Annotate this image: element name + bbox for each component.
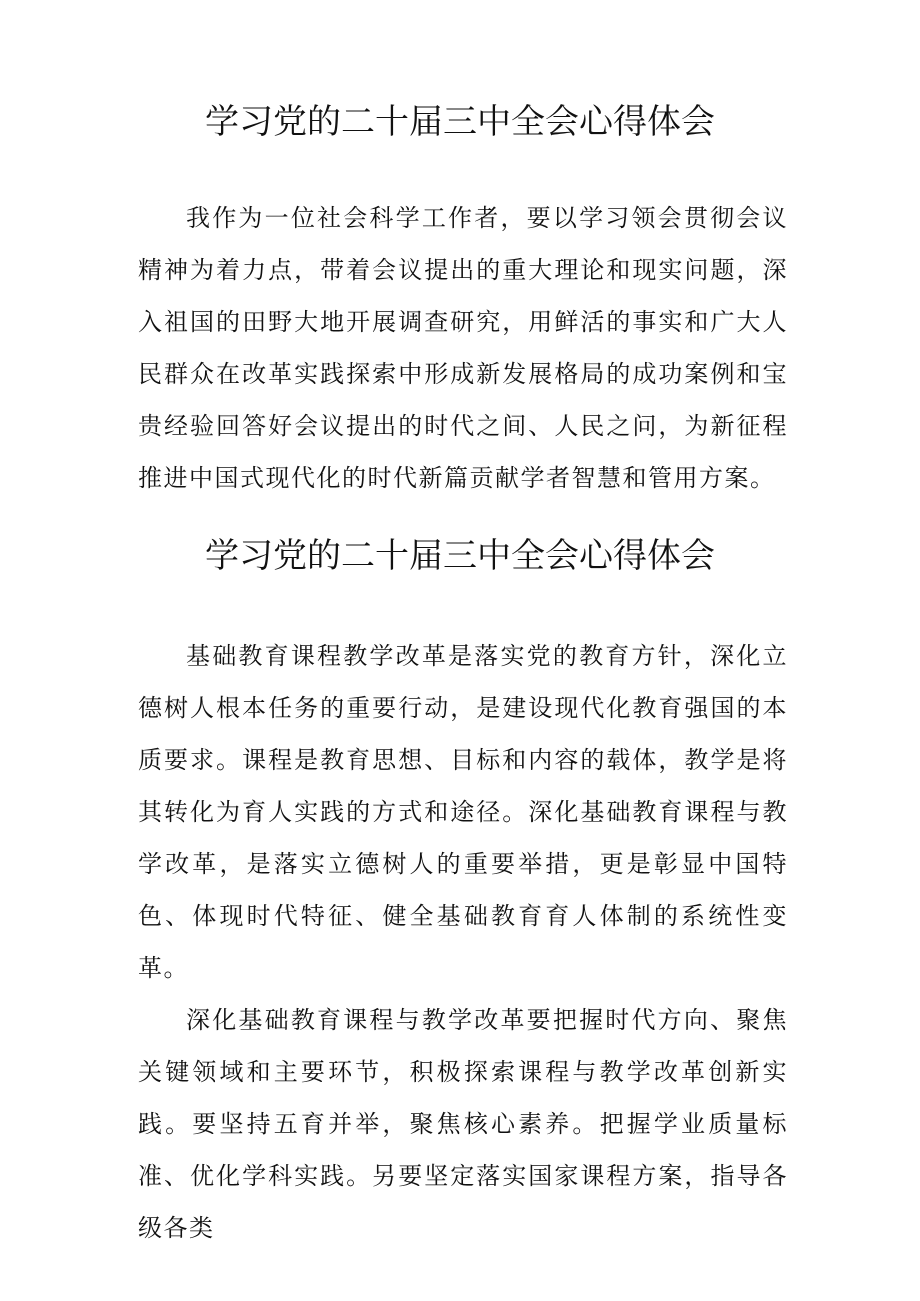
section-1-body [138, 192, 788, 504]
section-2-title: 学习党的二十届三中全会心得体会 [205, 536, 715, 576]
section-2-paragraph-2: 深化基础教育课程与教学改革要把握时代方向、聚焦关键领域和主要环节，积极探索课程与教学改革创新实践。要坚持五育并举，聚焦核心素养。把握学业质量标准、优化学科实践。另要坚定落实国家课程方案，指导各级各类 [138, 1006, 788, 1242]
section-2-body [138, 630, 788, 1254]
section-2-paragraph-1: 基础教育课程教学改革是落实党的教育方针，深化立德树人根本任务的重要行动，是建设现代化教育强国的本质要求。课程是教育思想、目标和内容的载体，教学是将其转化为育人实践的方式和途径。深化基础教育课程与教学改革，是落实立德树人的重要举措，更是彰显中国特色、体现时代特征、健全基础教育育人体制的系统性变革。 [138, 642, 788, 982]
section-1-paragraph-1: 我作为一位社会科学工作者，要以学习领会贯彻会议精神为着力点，带着会议提出的重大理论和现实问题，深入祖国的田野大地开展调查研究，用鲜活的事实和广大人民群众在改革实践探索中形成新发展格局的成功案例和宝贵经验回答好会议提出的时代之间、人民之问，为新征程推进中国式现代化的时代新篇贡献学者智慧和管用方案。 [138, 204, 788, 492]
section-1-title: 学习党的二十届三中全会心得体会 [205, 102, 715, 142]
